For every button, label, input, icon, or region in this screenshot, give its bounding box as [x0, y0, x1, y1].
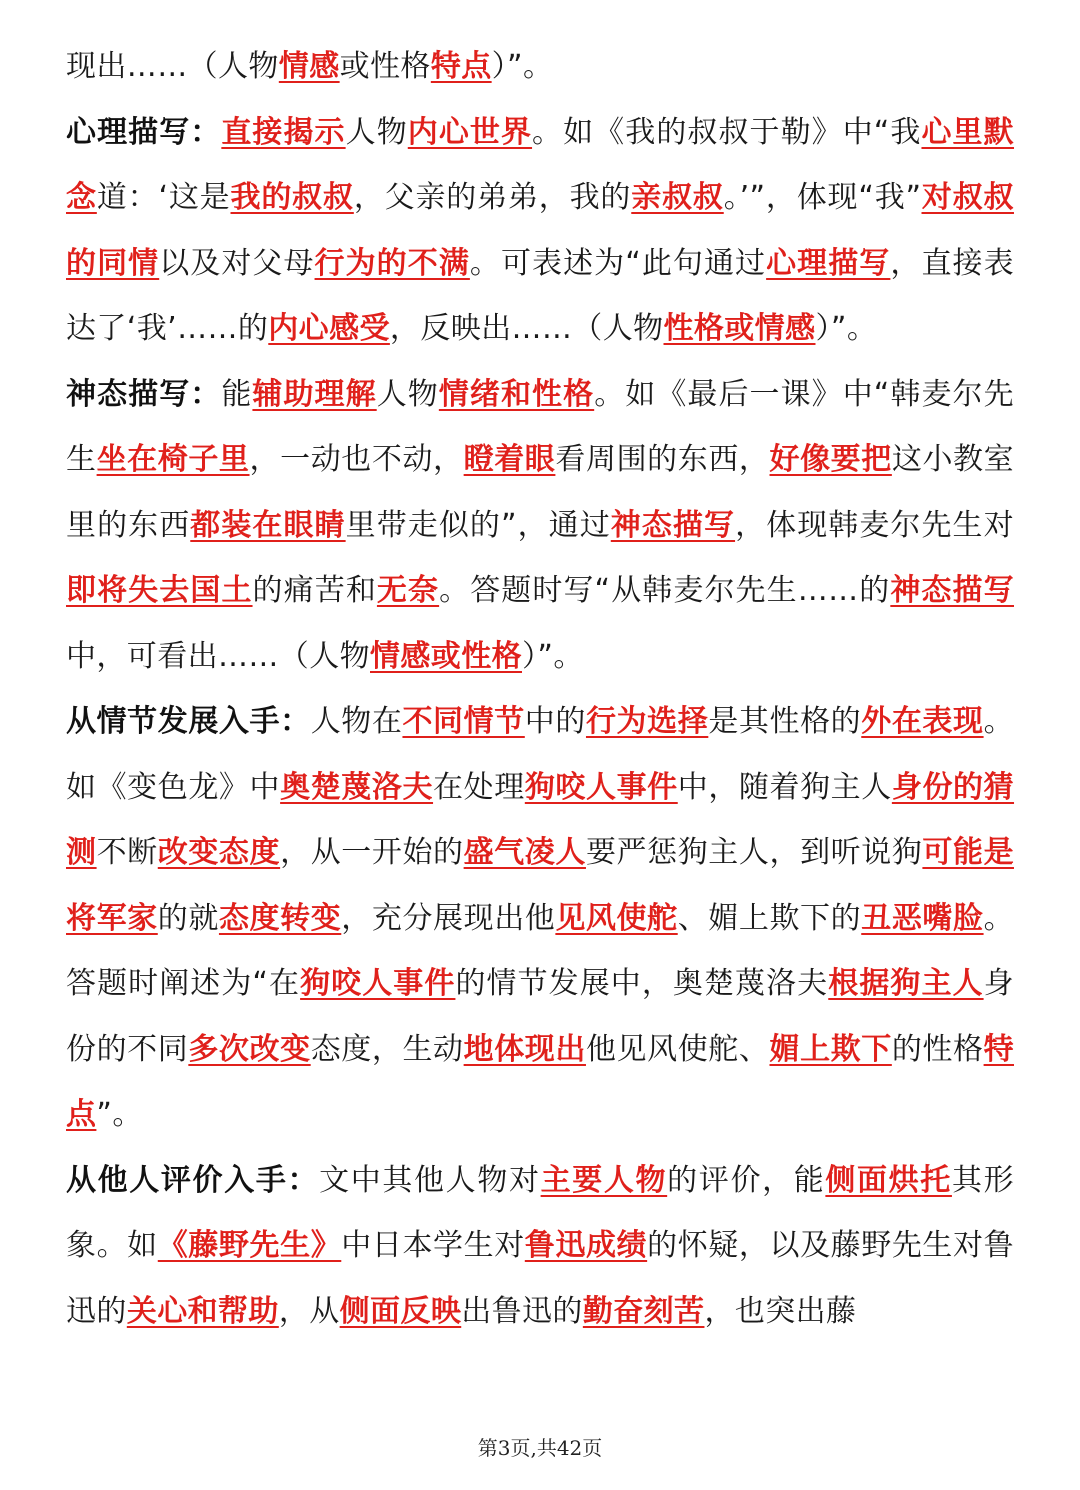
body-text: 文中其他人物对 — [319, 1162, 541, 1198]
section-heading: 神态描写： — [66, 376, 222, 412]
highlighted-keyword: 辅助理解 — [252, 376, 377, 412]
body-text: 这小教室里的东西 — [66, 442, 1015, 543]
body-text: 身份的不同 — [66, 966, 1014, 1067]
highlighted-keyword: 改变态度 — [157, 835, 281, 870]
body-text: 的痛苦和 — [252, 573, 377, 608]
paragraph-others-evaluation — [66, 1148, 1014, 1345]
body-text: 态度，生动 — [310, 1031, 464, 1067]
body-text: 中，随着狗主人 — [677, 769, 892, 805]
highlighted-keyword: 行为选择 — [585, 704, 709, 739]
highlighted-keyword: 无奈 — [376, 573, 440, 608]
highlighted-keyword: 对叔叔的同情 — [66, 180, 1014, 281]
highlighted-keyword: 内心世界 — [407, 114, 533, 150]
highlighted-keyword: 好像要把 — [769, 442, 892, 477]
highlighted-keyword: 侧面烘托 — [825, 1162, 952, 1198]
body-text: ）”。 — [491, 49, 554, 84]
body-text: 出鲁迅的 — [461, 1293, 583, 1329]
body-text: ，父亲的弟弟，我的 — [353, 180, 632, 215]
body-text: 的情节发展中，奥楚蔑洛夫 — [455, 966, 829, 1001]
highlighted-keyword: 媚上欺下 — [769, 1031, 892, 1067]
paragraph-psychological-description — [66, 100, 1014, 362]
body-text: ，也突出藤 — [704, 1293, 857, 1329]
body-text: ，体现韩麦尔先生对 — [735, 507, 1014, 543]
body-text: 。如《我的叔叔于勒》中“我 — [532, 114, 922, 150]
highlighted-keyword: 主要人物 — [540, 1162, 668, 1198]
body-text: 。答题时写“从韩麦尔先生……的 — [439, 573, 891, 608]
body-text: 中的 — [524, 704, 586, 739]
body-text: 的评价，能 — [667, 1162, 826, 1198]
highlighted-keyword: 地体现出 — [463, 1031, 586, 1067]
body-text: 看周围的东西， — [555, 442, 770, 477]
body-text: ，一动也不动， — [249, 442, 464, 477]
highlighted-keyword: 心理描写 — [766, 245, 891, 281]
highlighted-keyword: 内心感受 — [268, 311, 390, 346]
highlighted-keyword: 鲁迅成绩 — [524, 1228, 648, 1263]
body-text: 的怀疑，以及藤野先生对鲁迅的 — [66, 1228, 1014, 1329]
highlighted-keyword: 侧面反映 — [339, 1293, 462, 1329]
highlighted-keyword: 可能是将军家 — [66, 835, 1014, 936]
document-page — [66, 34, 1014, 1344]
highlighted-keyword: 瞪着眼 — [463, 442, 556, 477]
highlighted-keyword: 特点 — [66, 1031, 1014, 1132]
body-text: 。答题时阐述为“在 — [66, 900, 1014, 1001]
body-text: 在处理 — [433, 769, 525, 805]
body-text: 。如《变色龙》中 — [66, 704, 1014, 805]
body-text: 中，可看出……（人物 — [66, 638, 370, 674]
highlighted-keyword: 身份的猜测 — [66, 769, 1015, 870]
body-text: 其形象。如 — [66, 1162, 1014, 1263]
highlighted-keyword: 亲叔叔 — [631, 180, 724, 215]
highlighted-keyword: 《藤野先生》 — [157, 1228, 342, 1263]
body-text: 他见风使舵、 — [585, 1031, 770, 1067]
body-text: 。可表述为“此句通过 — [469, 245, 767, 281]
body-text: 的性格 — [891, 1031, 984, 1067]
highlighted-keyword: 盛气凌人 — [463, 835, 586, 870]
body-text: 以及对父母 — [159, 245, 315, 281]
body-text: ）”。 — [815, 311, 878, 346]
highlighted-keyword: 关心和帮助 — [126, 1293, 279, 1329]
highlighted-keyword: 神态描写 — [890, 573, 1014, 608]
section-heading: 心理描写： — [66, 114, 222, 150]
highlighted-keyword: 情感或性格 — [370, 638, 522, 674]
highlighted-keyword: 即将失去国土 — [66, 573, 253, 608]
highlighted-keyword: 不同情节 — [402, 704, 525, 739]
body-text: ”。 — [96, 1097, 143, 1132]
highlighted-keyword: 丑恶嘴脸 — [861, 900, 984, 936]
body-text: ，直接表达了‘我’……的 — [66, 245, 1014, 346]
paragraph-expression-description — [66, 362, 1014, 690]
body-text: 人物在 — [310, 704, 403, 739]
body-text: 人物 — [376, 376, 439, 412]
body-text: ，从一开始的 — [280, 835, 464, 870]
highlighted-keyword: 行为的不满 — [314, 245, 470, 281]
highlighted-keyword: 直接揭示 — [221, 114, 346, 150]
body-text: 的就 — [157, 900, 219, 936]
body-text: 要严惩狗主人，到听说狗 — [585, 835, 923, 870]
body-text: 不断 — [96, 835, 158, 870]
body-text: 、媚上欺下的 — [677, 900, 862, 936]
highlighted-keyword: 情感 — [278, 49, 340, 84]
body-text: 能 — [221, 376, 253, 412]
section-heading: 从他人评价入手： — [66, 1162, 320, 1198]
highlighted-keyword: 外在表现 — [861, 704, 984, 739]
highlighted-keyword: 特点 — [430, 49, 492, 84]
body-text: 是其性格的 — [708, 704, 862, 739]
highlighted-keyword: 我的叔叔 — [230, 180, 354, 215]
body-text: ，从 — [278, 1293, 340, 1329]
body-text: 或性格 — [339, 49, 431, 84]
highlighted-keyword: 奥楚蔑洛夫 — [280, 769, 434, 805]
section-heading: 从情节发展入手： — [66, 704, 311, 739]
page-number-footer: 第3页,共42页 — [477, 1436, 603, 1460]
body-text: 人物 — [345, 114, 408, 150]
highlighted-keyword: 坐在椅子里 — [96, 442, 250, 477]
highlighted-keyword: 态度转变 — [218, 900, 342, 936]
highlighted-keyword: 狗咬人事件 — [300, 966, 456, 1001]
body-text: ）”。 — [522, 638, 584, 674]
body-text: 中日本学生对 — [341, 1228, 525, 1263]
highlighted-keyword: 心里默念 — [66, 114, 1015, 215]
body-text: 。’”，体现“我” — [723, 180, 922, 215]
highlighted-keyword: 多次改变 — [188, 1031, 311, 1067]
highlighted-keyword: 见风使舵 — [555, 900, 678, 936]
body-text: 。如《最后一课》中“韩麦尔先生 — [66, 376, 1015, 477]
highlighted-keyword: 性格或情感 — [663, 311, 816, 346]
paragraph-plot-development — [66, 689, 1014, 1148]
paragraph-continuation — [66, 34, 1014, 100]
highlighted-keyword: 神态描写 — [610, 507, 736, 543]
highlighted-keyword: 勤奋刻苦 — [582, 1293, 705, 1329]
highlighted-keyword: 狗咬人事件 — [524, 769, 678, 805]
highlighted-keyword: 根据狗主人 — [828, 966, 984, 1001]
body-text: ，充分展现出他 — [341, 900, 556, 936]
highlighted-keyword: 情绪和性格 — [438, 376, 595, 412]
body-text: 道：‘这是 — [96, 180, 231, 215]
body-text: 里带走似的”，通过 — [345, 507, 611, 543]
highlighted-keyword: 都装在眼睛 — [190, 507, 346, 543]
body-text: 现出……（人物 — [66, 49, 279, 84]
body-text: ，反映出……（人物 — [389, 311, 664, 346]
